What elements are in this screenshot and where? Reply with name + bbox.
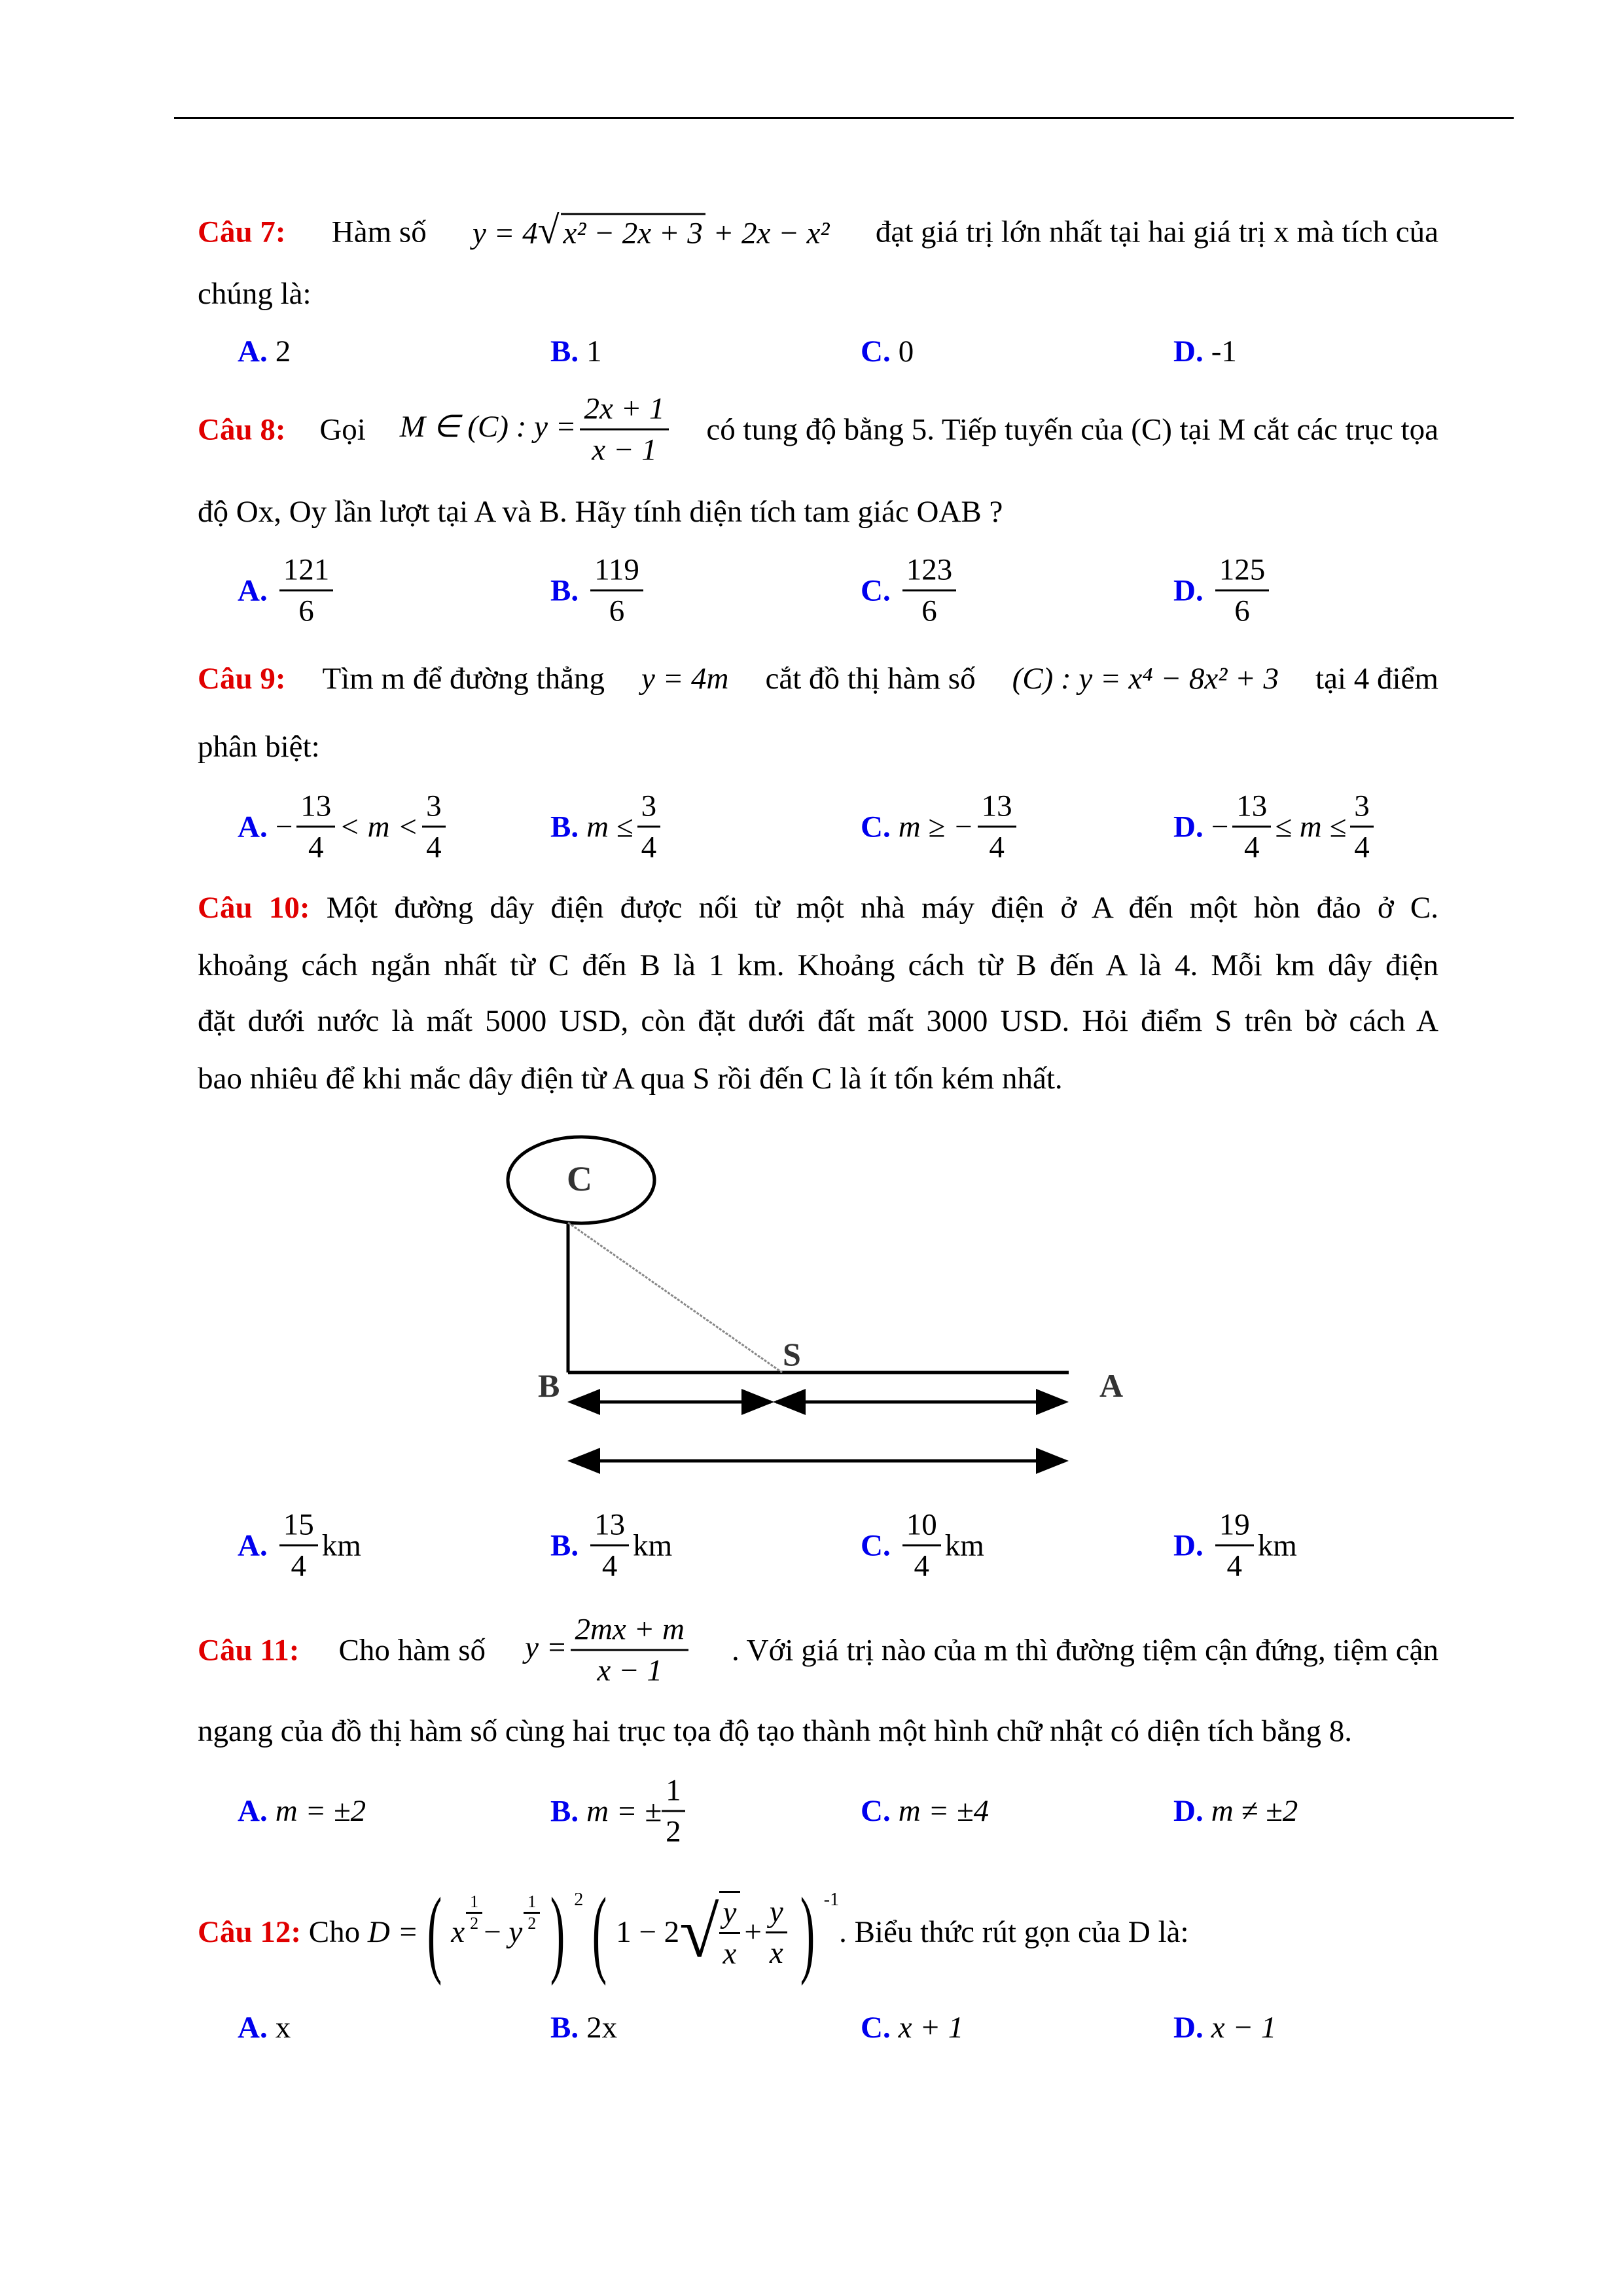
text: Cho — [308, 1915, 361, 1949]
variable: y — [508, 1915, 523, 1949]
denominator: x — [769, 1935, 783, 1970]
option-value: m = ±4 — [898, 1794, 990, 1828]
denominator: 4 — [1226, 1549, 1242, 1583]
option-letter: C. — [861, 334, 891, 368]
sqrt-icon: √ — [679, 1892, 719, 1972]
option-letter: B. — [550, 573, 579, 607]
formula-part: − — [1211, 810, 1229, 844]
option-d[interactable] — [1173, 1793, 1298, 1829]
option-letter: A. — [238, 573, 268, 607]
denominator: 4 — [641, 830, 657, 865]
question-label: Câu 9: — [198, 662, 286, 696]
text: . Biểu thức rút gọn của D là: — [839, 1915, 1189, 1949]
numerator: 15 — [279, 1505, 318, 1547]
question-label: Câu 8: — [198, 412, 286, 446]
left-paren-icon: ( — [592, 1878, 607, 1986]
option-value: 2 — [275, 334, 291, 368]
question-12 — [198, 1878, 1438, 1986]
formula-part: y = 4 — [473, 216, 538, 251]
question-label: Câu 11: — [198, 1633, 300, 1667]
question-text: Một đường dây điện được nối từ một nhà máy điện ở A đến một hòn đảo ở C. — [326, 891, 1439, 925]
option-letter: A. — [238, 1528, 268, 1562]
formula: y = 4m — [641, 662, 729, 696]
question-text: phân biệt: — [198, 730, 320, 764]
numerator: 119 — [590, 550, 643, 592]
formula-part: − — [275, 810, 293, 844]
text: có tung độ bằng 5. Tiếp tuyến của (C) tại M cắt các trục tọa — [706, 412, 1438, 446]
text: cắt đồ thị hàm số — [765, 662, 976, 696]
option-value: 1 — [586, 334, 602, 368]
option-value: -1 — [1211, 334, 1237, 368]
question-text: độ Ox, Oy lần lượt tại A và B. Hãy tính diện tích tam giác OAB ? — [198, 495, 1003, 529]
numerator: 123 — [902, 550, 957, 592]
formula-part: < m < — [339, 810, 419, 844]
denominator: 4 — [1354, 830, 1370, 865]
formula-part: ≤ m ≤ — [1275, 810, 1347, 844]
fraction — [766, 1892, 787, 1973]
denominator: 6 — [609, 594, 625, 628]
formula-part: 1 − 2 — [616, 1915, 680, 1949]
numerator: 1 — [524, 1892, 540, 1914]
option-letter: C. — [861, 1528, 891, 1562]
option-letter: C. — [861, 1794, 891, 1828]
option-a[interactable] — [238, 1505, 361, 1586]
denominator: 4 — [291, 1549, 306, 1583]
label-b: B — [538, 1367, 560, 1404]
numerator: 10 — [902, 1505, 941, 1547]
formula: (C) : y = x⁴ − 8x² + 3 — [1012, 662, 1279, 696]
question-text: khoảng cách ngắn nhất từ C đến B là 1 km. Khoảng cách từ B đến A là 4. Mỗi km dây điện — [198, 948, 1438, 982]
fraction — [719, 1891, 741, 1973]
denominator: 4 — [601, 1549, 618, 1583]
numerator: y — [766, 1892, 787, 1933]
option-letter: B. — [550, 1528, 579, 1562]
option-letter: D. — [1173, 1528, 1204, 1562]
denominator: 2 — [666, 1814, 681, 1849]
option-letter: D. — [1173, 810, 1204, 844]
exponent-fraction — [466, 1892, 482, 1933]
unit: km — [321, 1528, 361, 1562]
option-value: m ≠ ±2 — [1211, 1794, 1298, 1828]
option-letter: C. — [861, 573, 891, 607]
option-letter: B. — [550, 2011, 579, 2045]
text: . Với giá trị nào của m thì đường tiệm cận đứng, tiệm cận — [731, 1633, 1438, 1667]
option-a[interactable] — [238, 1793, 366, 1829]
text: Hàm số — [331, 215, 427, 249]
question-label: Câu 7: — [198, 215, 286, 249]
option-value: x — [275, 2011, 291, 2045]
denominator: 2 — [470, 1913, 479, 1933]
option-letter: A. — [238, 1794, 268, 1828]
radicand: x² − 2x + 3 — [561, 213, 705, 252]
formula-part: D = — [367, 1915, 419, 1949]
formula-part: + 2x − x² — [713, 216, 830, 251]
numerator: 3 — [637, 787, 661, 828]
numerator: 3 — [422, 787, 446, 828]
fraction — [590, 1505, 629, 1586]
option-value: x − 1 — [1211, 2011, 1277, 2045]
denominator: 6 — [298, 594, 314, 628]
text: đạt giá trị lớn nhất tại hai giá trị x mà tích của — [875, 215, 1438, 249]
option-letter: D. — [1173, 2011, 1204, 2045]
formula — [525, 1610, 692, 1691]
option-letter: D. — [1173, 334, 1204, 368]
numerator: 13 — [590, 1505, 629, 1547]
denominator: x − 1 — [592, 433, 657, 467]
option-value: x + 1 — [898, 2011, 964, 2045]
question-text: bao nhiêu để khi mắc dây điện từ A qua S rồi đến C là ít tốn kém nhất. — [198, 1062, 1063, 1096]
denominator: 4 — [308, 830, 324, 865]
label-c: C — [567, 1159, 592, 1198]
numerator: 1 — [662, 1771, 685, 1812]
fraction — [571, 1610, 688, 1691]
option-letter: D. — [1173, 573, 1204, 607]
text: Gọi — [319, 412, 366, 446]
denominator: 4 — [914, 1549, 929, 1583]
numerator: 121 — [279, 550, 334, 592]
exponent: 2 — [574, 1890, 584, 1910]
option-c[interactable] — [861, 1505, 984, 1586]
fraction — [662, 1771, 685, 1852]
question-text: ngang của đồ thị hàm số cùng hai trục tọa độ tạo thành một hình chữ nhật có diện tích bằng 8. — [198, 1714, 1353, 1748]
option-b[interactable] — [550, 2009, 617, 2046]
numerator: 2mx + m — [571, 1610, 688, 1651]
sqrt-icon: √ — [537, 208, 560, 252]
option-letter: A. — [238, 810, 268, 844]
question-label: Câu 10: — [198, 891, 310, 925]
exponent: -1 — [823, 1890, 840, 1910]
fraction — [279, 1505, 318, 1586]
option-b[interactable] — [550, 1771, 689, 1852]
option-c[interactable] — [861, 1793, 989, 1829]
right-paren-icon: ) — [800, 1878, 815, 1986]
right-paren-icon: ) — [550, 1878, 565, 1986]
option-b[interactable] — [550, 1505, 672, 1586]
text: Cho hàm số — [338, 1633, 486, 1667]
option-letter: B. — [550, 1794, 579, 1828]
option-value: m = ± — [586, 1794, 662, 1828]
numerator: 19 — [1215, 1505, 1254, 1547]
numerator: 2x + 1 — [580, 389, 668, 431]
question-label: Câu 12: — [198, 1915, 301, 1949]
exponent-fraction — [524, 1892, 540, 1933]
numerator: y — [719, 1893, 741, 1934]
option-letter: A. — [238, 2011, 268, 2045]
label-a: A — [1099, 1367, 1124, 1404]
variable: x — [451, 1915, 465, 1949]
option-letter: B. — [550, 334, 579, 368]
formula-part: m ≤ — [586, 810, 633, 844]
text: tại 4 điểm — [1315, 662, 1438, 696]
numerator: 125 — [1215, 550, 1270, 592]
question-text: chúng là: — [198, 277, 312, 311]
numerator: 3 — [1350, 787, 1374, 828]
denominator: 2 — [527, 1913, 537, 1933]
segment-cs — [568, 1223, 782, 1372]
formula-part: M ∈ (C) : y = — [399, 409, 577, 444]
option-value: 2x — [586, 2011, 618, 2045]
denominator: x − 1 — [597, 1653, 662, 1688]
option-c[interactable] — [861, 2009, 963, 2046]
denominator: 4 — [989, 830, 1005, 865]
unit: km — [944, 1528, 984, 1562]
option-d[interactable] — [1173, 2009, 1276, 2046]
denominator: 6 — [921, 594, 937, 628]
formula-part: − — [484, 1915, 501, 1949]
option-a[interactable] — [238, 2009, 291, 2046]
denominator: x — [722, 1937, 737, 1971]
numerator: 1 — [466, 1892, 482, 1914]
fraction — [1215, 1505, 1254, 1586]
question-text: đặt dưới nước là mất 5000 USD, còn đặt dưới đất mất 3000 USD. Hỏi điểm S trên bờ cách A — [198, 1004, 1438, 1038]
numerator: 13 — [1232, 787, 1271, 828]
denominator: 4 — [1243, 830, 1260, 865]
option-letter: D. — [1173, 1794, 1204, 1828]
denominator: 4 — [426, 830, 442, 865]
denominator: 6 — [1234, 594, 1250, 628]
left-paren-icon: ( — [427, 1878, 442, 1986]
fraction — [902, 1505, 941, 1586]
option-d[interactable] — [1173, 1505, 1297, 1586]
formula-part: + — [744, 1915, 762, 1949]
option-letter: B. — [550, 810, 579, 844]
text: Tìm m để đường thẳng — [322, 662, 605, 696]
option-letter: A. — [238, 334, 268, 368]
unit: km — [1257, 1528, 1297, 1562]
label-s: S — [783, 1336, 801, 1372]
numerator: 13 — [296, 787, 335, 828]
option-letter: C. — [861, 810, 891, 844]
option-value: 0 — [898, 334, 914, 368]
option-value: m = ±2 — [275, 1794, 366, 1828]
formula-part: y = — [525, 1630, 567, 1664]
option-letter: C. — [861, 2011, 891, 2045]
unit: km — [633, 1528, 673, 1562]
question-11 — [198, 1610, 1438, 1691]
numerator: 13 — [978, 787, 1016, 828]
formula-part: m ≥ − — [898, 810, 974, 844]
